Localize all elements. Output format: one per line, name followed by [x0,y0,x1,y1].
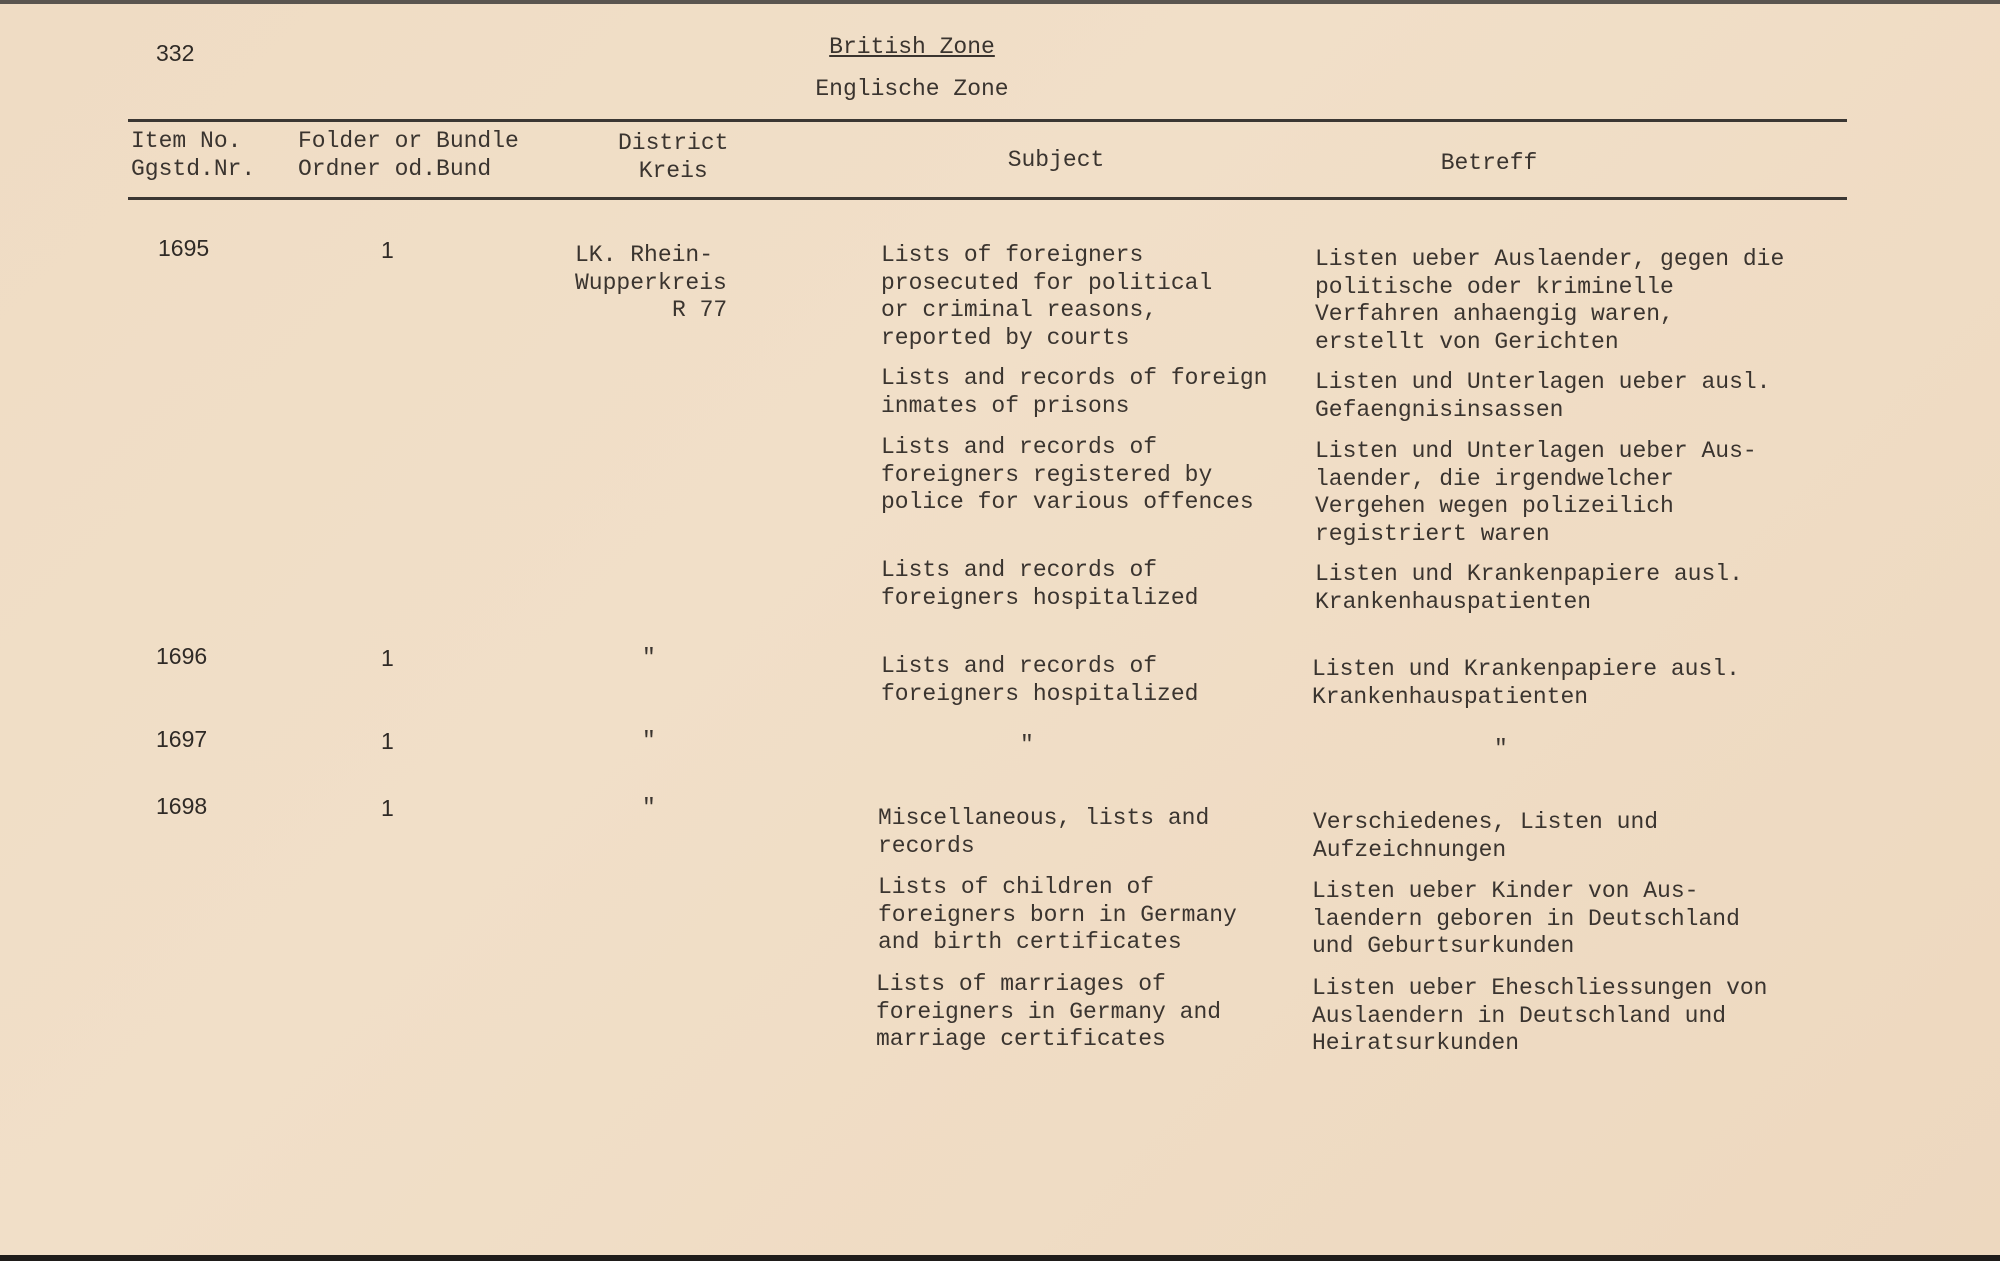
header-folder: Folder or Bundle Ordner od.Bund [298,128,519,182]
betreff-text: Listen ueber Eheschliessungen von Auslaendern in Deutschland und Heiratsurkunden [1312,975,1768,1056]
scan-top-edge [0,0,2000,4]
betreff-ditto: " [1494,736,1508,762]
betreff-text: Verschiedenes, Listen und Aufzeichnungen [1313,809,1659,863]
betreff-text: Listen und Unterlagen ueber Aus- laender, die irgendwelcher Vergehen wegen polizeilich registriert waren [1315,438,1757,547]
district-code: R 77 [672,297,728,323]
betreff-text: Listen und Krankenpapiere ausl. Krankenhauspatienten [1312,656,1740,710]
header-betreff: Betreff [1440,150,1538,176]
folder-number: 1 [381,728,394,754]
betreff-text: Listen und Unterlagen ueber ausl. Gefaengnisinsassen [1315,369,1771,423]
district-name: LK. Rhein- Wupperkreis [575,242,727,296]
betreff-text: Listen ueber Auslaender, gegen die politische oder kriminelle Verfahren anhaengig waren, erstellt von Gerichten [1315,246,1785,355]
page-number: 332 [156,40,195,66]
subject-text: Lists and records of foreigners hospitalized [881,557,1199,611]
folder-number: 1 [381,645,394,671]
subject-ditto: " [1020,732,1034,758]
subject-text: Lists and records of foreigners hospitalized [881,653,1199,707]
betreff-text: Listen ueber Kinder von Aus- laendern geboren in Deutschland und Geburtsurkunden [1312,878,1740,959]
item-number: 1697 [156,726,208,752]
district-ditto: " [642,645,656,671]
district-ditto: " [642,728,656,754]
district-ditto: " [642,795,656,821]
betreff-text: Listen und Krankenpapiere ausl. Krankenhauspatienten [1315,561,1743,615]
header-district: District Kreis [618,130,729,184]
header-subject: Subject [1007,147,1105,173]
subject-text: Lists of marriages of foreigners in Germany and marriage certificates [876,971,1222,1052]
subject-text: Lists and records of foreigners registered by police for various offences [881,434,1254,515]
folder-number: 1 [381,237,394,263]
folder-number: 1 [381,795,394,821]
item-number: 1696 [156,643,208,669]
header-item-no: Item No. Ggstd.Nr. [131,128,256,182]
header-bottom-rule [128,197,1847,200]
subject-text: Lists of children of foreigners born in Germany and birth certificates [878,874,1237,955]
subject-text: Lists of foreigners prosecuted for political or criminal reasons, reported by courts [881,242,1213,351]
header-top-rule [128,119,1847,122]
item-number: 1695 [158,235,210,261]
page-subtitle: Englische Zone [815,76,1009,102]
scan-bottom-edge [0,1255,2000,1261]
item-number: 1698 [156,793,208,819]
subject-text: Lists and records of foreign inmates of prisons [881,365,1268,419]
page-title: British Zone [829,34,995,60]
subject-text: Miscellaneous, lists and records [878,805,1210,859]
